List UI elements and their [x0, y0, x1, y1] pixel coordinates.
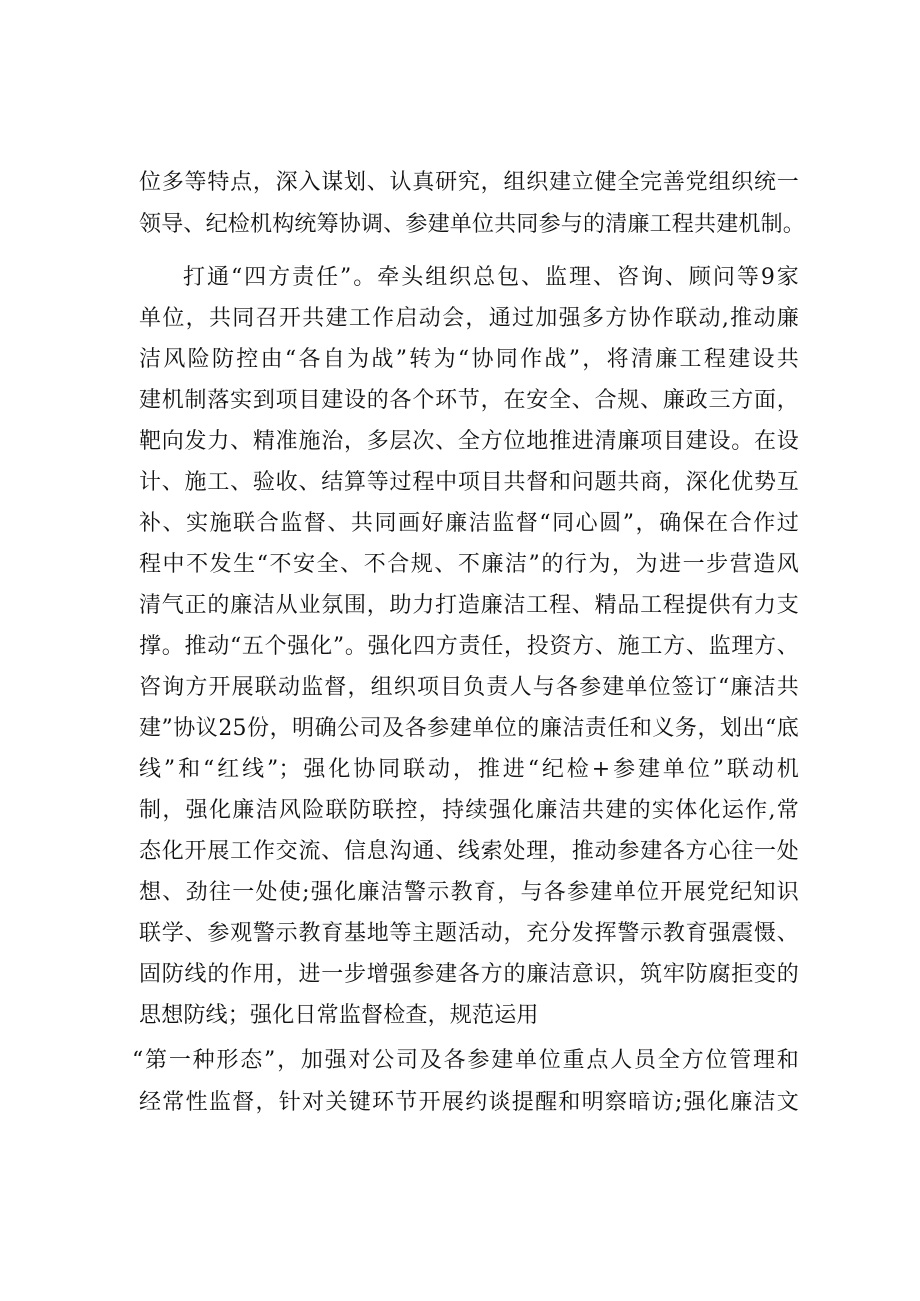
text-line: 计、施工、验收、结算等过程中项目共督和问题共商，深化优势互	[139, 470, 799, 495]
text-line: 联学、参观警示教育基地等主题活动，充分发挥警示教育强震慑、	[139, 921, 799, 946]
text-line: 单位，共同召开共建工作启动会，通过加强多方协作联动,推动廉	[139, 306, 799, 331]
text-line: 领导、纪检机构统筹协调、参建单位共同参与的清廉工程共建机制。	[139, 212, 806, 237]
text-line: 建机制落实到项目建设的各个环节，在安全、合规、廉政三方面，	[139, 388, 799, 413]
text-line: 程中不发生“不安全、不合规、不廉洁”的行为，为进一步营造风	[139, 552, 799, 577]
text-line: 思想防线；强化日常监督检查，规范运用	[139, 1003, 539, 1028]
text-line: 经常性监督，针对关键环节开展约谈提醒和明察暗访;强化廉洁文	[139, 1090, 799, 1115]
text-line: 洁风险防控由“各自为战”转为“协同作战”，将清廉工程建设共	[139, 347, 799, 372]
text-line: 靶向发力、精准施治，多层次、全方位地推进清廉项目建设。在设	[139, 429, 799, 454]
paragraph-first-line: 打通“四方责任”。牵头组织总包、监理、咨询、顾问等9家	[183, 265, 799, 290]
text-line: 补、实施联合监督、共同画好廉洁监督“同心圆”，确保在合作过	[139, 511, 799, 536]
text-line: 建”协议25份，明确公司及各参建单位的廉洁责任和义务，划出“底	[139, 716, 799, 741]
text-line: 想、劲往一处使;强化廉洁警示教育，与各参建单位开展党纪知识	[139, 880, 799, 905]
text-line: 位多等特点，深入谋划、认真研究，组织建立健全完善党组织统一	[139, 170, 799, 195]
text-line: 制，强化廉洁风险联防联控，持续强化廉洁共建的实体化运作,常	[139, 798, 799, 823]
text-line: “第一种形态”，加强对公司及各参建单位重点人员全方位管理和	[132, 1048, 799, 1073]
text-line: 清气正的廉洁从业氛围，助力打造廉洁工程、精品工程提供有力支	[139, 593, 799, 618]
text-line: 撑。推动“五个强化”。强化四方责任，投资方、施工方、监理方、	[139, 634, 799, 659]
text-line: 态化开展工作交流、信息沟通、线索处理，推动参建各方心往一处	[139, 839, 799, 864]
text-line: 咨询方开展联动监督，组织项目负责人与各参建单位签订“廉洁共	[139, 675, 799, 700]
text-line: 固防线的作用，进一步增强参建各方的廉洁意识，筑牢防腐拒变的	[139, 962, 799, 987]
text-line: 线”和“红线”；强化协同联动，推进“纪检+参建单位”联动机	[139, 757, 799, 782]
